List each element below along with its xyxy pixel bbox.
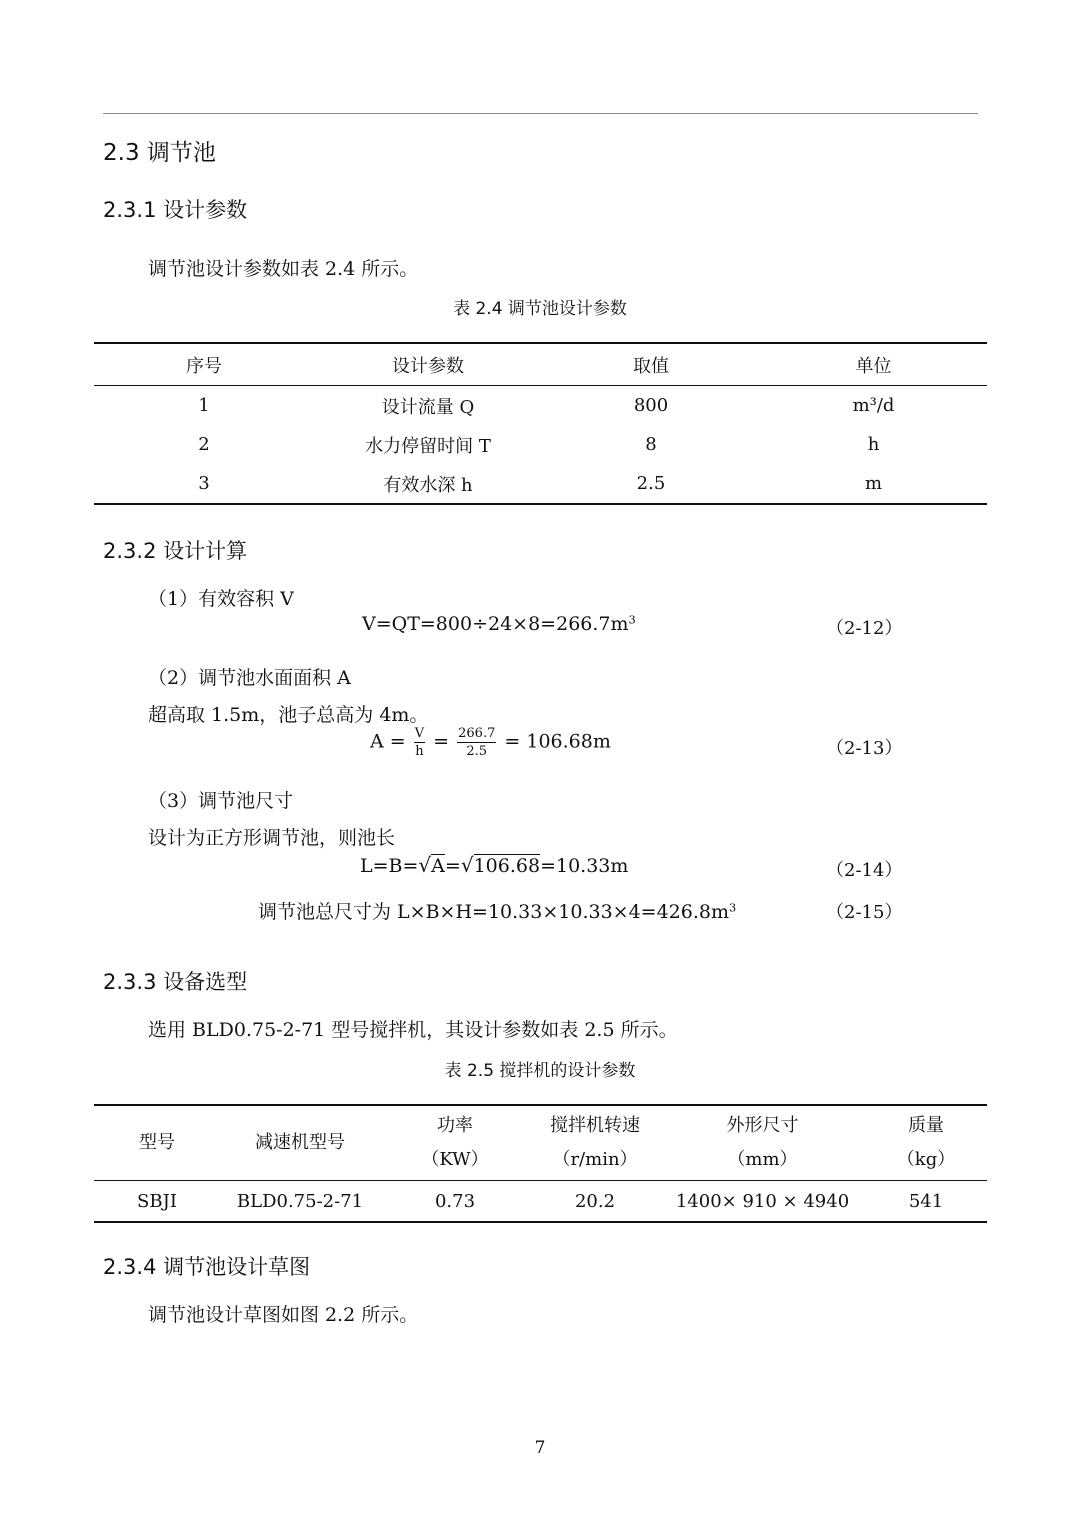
- calc-step-1: （1）有效容积 V: [148, 588, 294, 610]
- table-cell: 设计流量 Q: [381, 396, 475, 418]
- header-cell: [94, 1105, 220, 1181]
- equation-number: （2-14）: [826, 860, 903, 881]
- header-rule: [103, 113, 978, 114]
- calc-note-freeboard: 超高取 1.5m，池子总高为 4m。: [148, 704, 429, 726]
- table-header-row: [94, 1105, 987, 1181]
- table-row: [94, 464, 987, 504]
- table-cell: BLD0.75-2-71: [236, 1190, 364, 1212]
- header-cell: 序号: [94, 343, 314, 386]
- table-2-4-caption: 表 2.4 调节池设计参数: [453, 299, 627, 319]
- header-cell: [380, 1105, 530, 1181]
- subsection-heading-design-calc: 2.3.2 设计计算: [103, 539, 248, 563]
- equation-2-13: [370, 725, 611, 760]
- table-cell: h: [867, 434, 880, 455]
- header-cell: 设计参数: [314, 343, 542, 386]
- equation-text: 调节池总尺寸为 L×B×H=10.33×10.33×4=426.8m: [258, 901, 729, 923]
- header-cell: [865, 1105, 987, 1181]
- header-unit: （mm）: [727, 1149, 798, 1170]
- sqrt-icon: √: [460, 853, 474, 877]
- table-2-5-caption: 表 2.5 搅拌机的设计参数: [444, 1061, 636, 1081]
- table-row: [94, 425, 987, 464]
- superscript: 3: [628, 612, 636, 627]
- table-cell: 2.5: [636, 473, 666, 494]
- header-cell: [660, 1105, 865, 1181]
- equipment-intro-text: 选用 BLD0.75-2-71 型号搅拌机，其设计参数如表 2.5 所示。: [148, 1019, 678, 1041]
- equation-text: V=QT=800÷24×8=266.7m: [362, 613, 629, 635]
- header-label: 减速机型号: [255, 1132, 345, 1153]
- fraction-v-over-h: [414, 725, 425, 760]
- equals-sign: =: [444, 855, 461, 877]
- header-unit: （r/min）: [552, 1149, 638, 1170]
- header-label: 功率: [437, 1115, 473, 1136]
- table-cell: m³/d: [852, 395, 895, 416]
- equation-2-12: [362, 613, 636, 635]
- params-intro-text: 调节池设计参数如表 2.4 所示。: [148, 258, 419, 280]
- table-cell: 8: [645, 434, 657, 455]
- header-label: 型号: [139, 1132, 175, 1153]
- equation-2-15: [258, 897, 736, 924]
- calc-step-3: （3）调节池尺寸: [148, 790, 294, 812]
- table-cell: 2: [198, 434, 210, 455]
- table-cell: 0.73: [434, 1190, 476, 1212]
- radicand: 106.68: [473, 855, 541, 877]
- table-cell: 541: [908, 1190, 944, 1212]
- fraction-denominator: 2.5: [466, 744, 488, 759]
- table-cell: 1400× 910 × 4940: [675, 1190, 850, 1212]
- fraction-denominator: h: [415, 744, 424, 759]
- table-header-row: [94, 343, 987, 386]
- table-cell: 水力停留时间 T: [365, 435, 491, 457]
- superscript: 3: [729, 900, 737, 915]
- equation-number: （2-15）: [826, 902, 903, 923]
- sqrt-icon: √: [418, 853, 432, 877]
- table-cell: 1: [198, 395, 210, 416]
- table-cell: 800: [633, 395, 669, 416]
- fraction-numerator: V: [414, 726, 425, 741]
- page-number: 7: [534, 1438, 546, 1458]
- table-2-4: [94, 342, 987, 505]
- calc-note-square: 设计为正方形调节池，则池长: [148, 827, 396, 849]
- equation-rhs: =10.33m: [540, 855, 629, 877]
- fraction-values: [457, 725, 496, 760]
- subsection-heading-sketch: 2.3.4 调节池设计草图: [103, 1255, 311, 1279]
- header-cell: [220, 1105, 380, 1181]
- table-row: [94, 386, 987, 426]
- table-row: [94, 1181, 987, 1223]
- table-cell: SBJI: [137, 1190, 177, 1212]
- header-unit: （KW）: [421, 1149, 489, 1170]
- fraction-numerator: 266.7: [458, 726, 496, 741]
- table-cell: 有效水深 h: [383, 474, 473, 496]
- equation-2-14: [360, 853, 628, 877]
- section-heading: 2.3 调节池: [103, 140, 216, 166]
- header-unit: （kg）: [896, 1149, 956, 1170]
- table-2-5: [94, 1104, 987, 1223]
- equation-rhs: = 106.68m: [504, 730, 611, 753]
- header-label: 质量: [908, 1115, 944, 1136]
- table-cell: 20.2: [574, 1190, 616, 1212]
- header-label: 外形尺寸: [726, 1115, 799, 1136]
- equation-lhs: A =: [370, 730, 406, 753]
- header-label: 搅拌机转速: [550, 1115, 640, 1136]
- header-cell: 取值: [542, 343, 760, 386]
- equation-number: （2-12）: [826, 618, 903, 639]
- subsection-heading-equipment: 2.3.3 设备选型: [103, 970, 248, 994]
- calc-step-2: （2）调节池水面面积 A: [148, 667, 351, 689]
- table-cell: 3: [198, 473, 210, 494]
- sketch-intro-text: 调节池设计草图如图 2.2 所示。: [148, 1304, 419, 1326]
- subsection-heading-design-params: 2.3.1 设计参数: [103, 198, 248, 222]
- equals-sign: =: [433, 730, 450, 753]
- table-cell: m: [864, 473, 883, 494]
- equation-lhs: L=B=: [360, 855, 419, 877]
- header-cell: [530, 1105, 660, 1181]
- equation-number: （2-13）: [826, 738, 903, 759]
- radicand: A: [431, 855, 445, 877]
- header-cell: 单位: [760, 343, 987, 386]
